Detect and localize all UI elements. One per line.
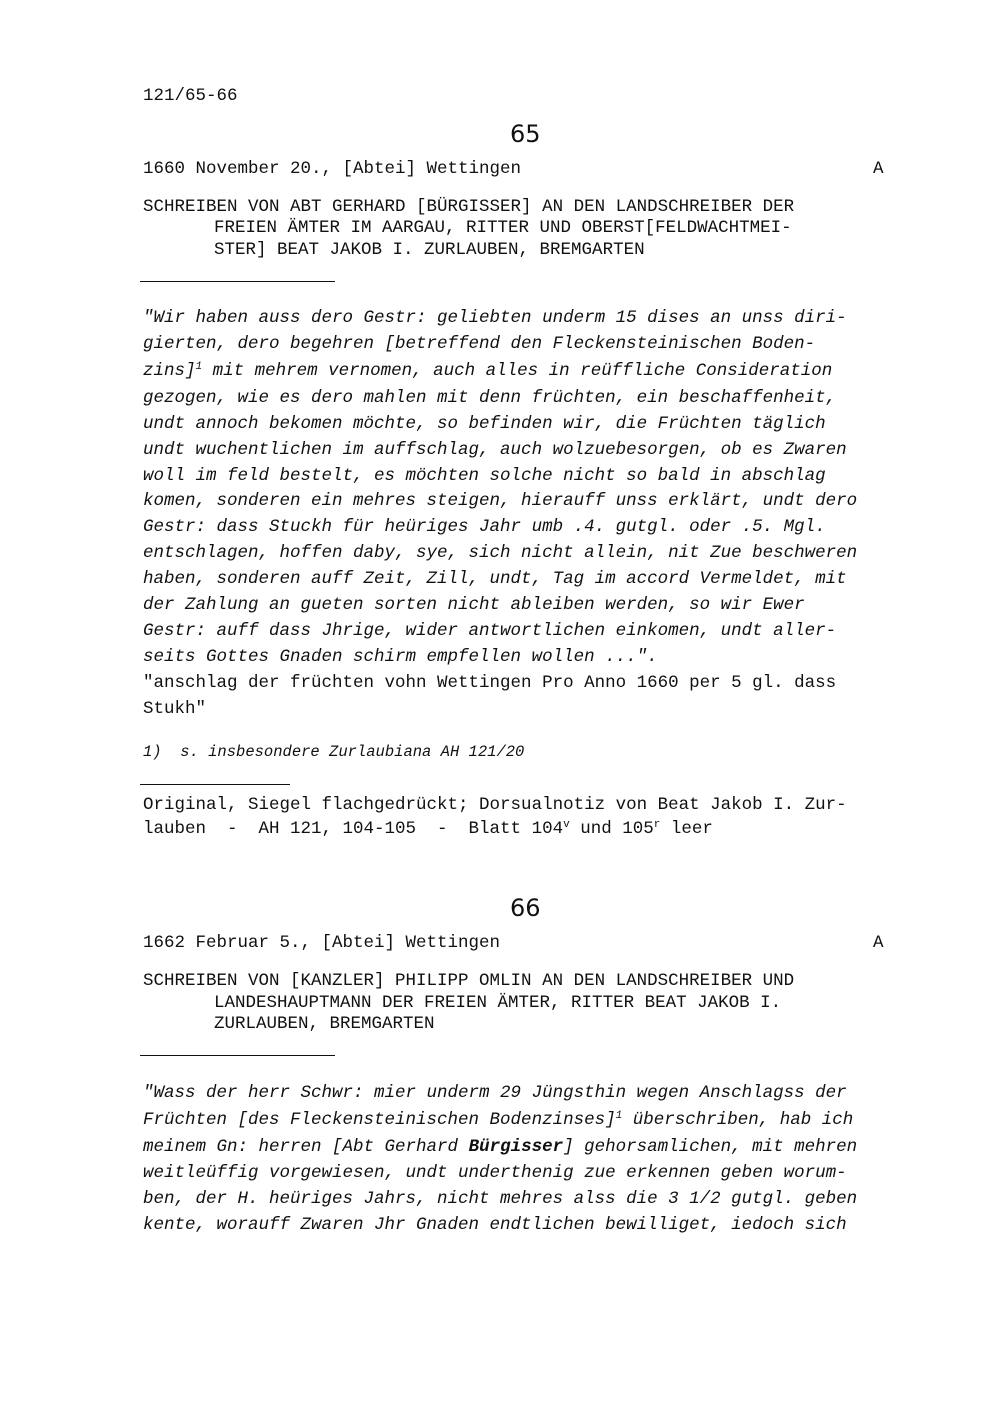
date-line-65: 1660 November 20., [Abtei] Wettingen xyxy=(143,159,522,179)
body-66-line-5: ben, der H. heüriges Jahrs, nicht mehres alss die 3 1/2 gutgl. geben xyxy=(143,1189,858,1209)
footnote-rule-65 xyxy=(140,784,290,785)
title-65-line-1: SCHREIBEN VON ABT GERHARD [BÜRGISSER] AN DEN LANDSCHREIBER DER xyxy=(143,197,795,217)
body-65-line-7: woll im feld bestelt, es möchten solche nicht so bald in abschlag xyxy=(143,466,826,486)
title-rule-65 xyxy=(140,281,335,282)
title-rule-66 xyxy=(140,1055,335,1056)
body-65-line-10: entschlagen, hoffen daby, sye, sich nicht allein, nit Zue beschweren xyxy=(143,543,858,563)
body-66-line-2: Früchten [des Fleckensteinischen Bodenzinses]$^1$ überschriben, hab ich xyxy=(143,1110,854,1130)
body-65-line-9: Gestr: dass Stuckh für heüriges Jahr umb .4. gutgl. oder .5. Mgl. xyxy=(143,517,826,537)
source-note-65-line-1: Original, Siegel flachgedrückt; Dorsualnotiz von Beat Jakob I. Zur- xyxy=(143,795,847,815)
body-65-line-4: gezogen, wie es dero mahlen mit denn früchten, ein beschaffenheit, xyxy=(143,388,837,408)
source-note-65-line-2: lauben - AH 121, 104-105 - Blatt 104$^v$ und 105$^r$ leer xyxy=(143,819,713,839)
body-66-line-4: weitleüffig vorgewiesen, undt underthenig zue erkennen geben worum- xyxy=(143,1163,847,1183)
document-number-66: 66 xyxy=(510,894,541,922)
body-65-line-13: Gestr: auff dass Jhrige, wider antwortlichen einkomen, undt aller- xyxy=(143,621,837,641)
body-65-line-8: komen, sonderen ein mehres steigen, hierauff unss erklärt, undt dero xyxy=(143,491,858,511)
body-65-line-12: der Zahlung an gueten sorten nicht ableiben werden, so wir Ewer xyxy=(143,595,805,615)
title-66-line-1: SCHREIBEN VON [KANZLER] PHILIPP OMLIN AN DEN LANDSCHREIBER UND xyxy=(143,971,795,991)
marker-66: A xyxy=(873,933,884,953)
page-reference: 121/65-66 xyxy=(143,86,238,106)
body-65-line-5: undt annoch bekomen möchte, so befinden wir, die Früchten täglich xyxy=(143,414,826,434)
footnote-65: 1) s. insbesondere Zurlaubiana AH 121/20 xyxy=(143,743,525,761)
body-66-line-1: "Wass der herr Schwr: mier underm 29 Jüngsthin wegen Anschlagss der xyxy=(143,1083,847,1103)
bold-name: Bürgisser xyxy=(468,1137,564,1157)
body-65-line-3: zins]$^1$ mit mehrem vernomen, auch alles in reüffliche Consideration xyxy=(143,361,833,381)
title-66-line-2: LANDESHAUPTMANN DER FREIEN ÄMTER, RITTER BEAT JAKOB I. xyxy=(214,993,782,1013)
body-66-line-6: kente, worauff Zwaren Jhr Gnaden endtlichen bewilliget, iedoch sich xyxy=(143,1215,847,1235)
body-65-line-2: gierten, dero begehren [betreffend den Fleckensteinischen Boden- xyxy=(143,334,816,354)
body-65-plain-line-2: Stukh" xyxy=(143,699,207,719)
marker-65: A xyxy=(873,159,884,179)
body-65-line-14: seits Gottes Gnaden schirm empfellen wollen ...". xyxy=(143,647,658,667)
body-65-line-1: "Wir haben auss dero Gestr: geliebten underm 15 dises an unss diri- xyxy=(143,308,847,328)
date-line-66: 1662 Februar 5., [Abtei] Wettingen xyxy=(143,933,501,953)
body-65-line-11: haben, sonderen auff Zeit, Zill, undt, Tag im accord Vermeldet, mit xyxy=(143,569,847,589)
title-65-line-2: FREIEN ÄMTER IM AARGAU, RITTER UND OBERST[FELDWACHTMEI- xyxy=(214,218,792,238)
title-66-line-3: ZURLAUBEN, BREMGARTEN xyxy=(214,1014,435,1034)
body-65-line-6: undt wuchentlichen im auffschlag, auch wolzuebesorgen, ob es Zwaren xyxy=(143,440,847,460)
footnote-ref-65: 1 xyxy=(195,361,203,373)
body-66-line-3: meinem Gn: herren [Abt Gerhard Bürgisser] gehorsamlichen, mit mehren xyxy=(143,1137,858,1157)
footnote-ref-66: 1 xyxy=(615,1110,623,1122)
title-65-line-3: STER] BEAT JAKOB I. ZURLAUBEN, BREMGARTEN xyxy=(214,240,645,260)
document-number-65: 65 xyxy=(510,120,541,148)
body-65-plain-line-1: "anschlag der früchten vohn Wettingen Pro Anno 1660 per 5 gl. dass xyxy=(143,673,837,693)
